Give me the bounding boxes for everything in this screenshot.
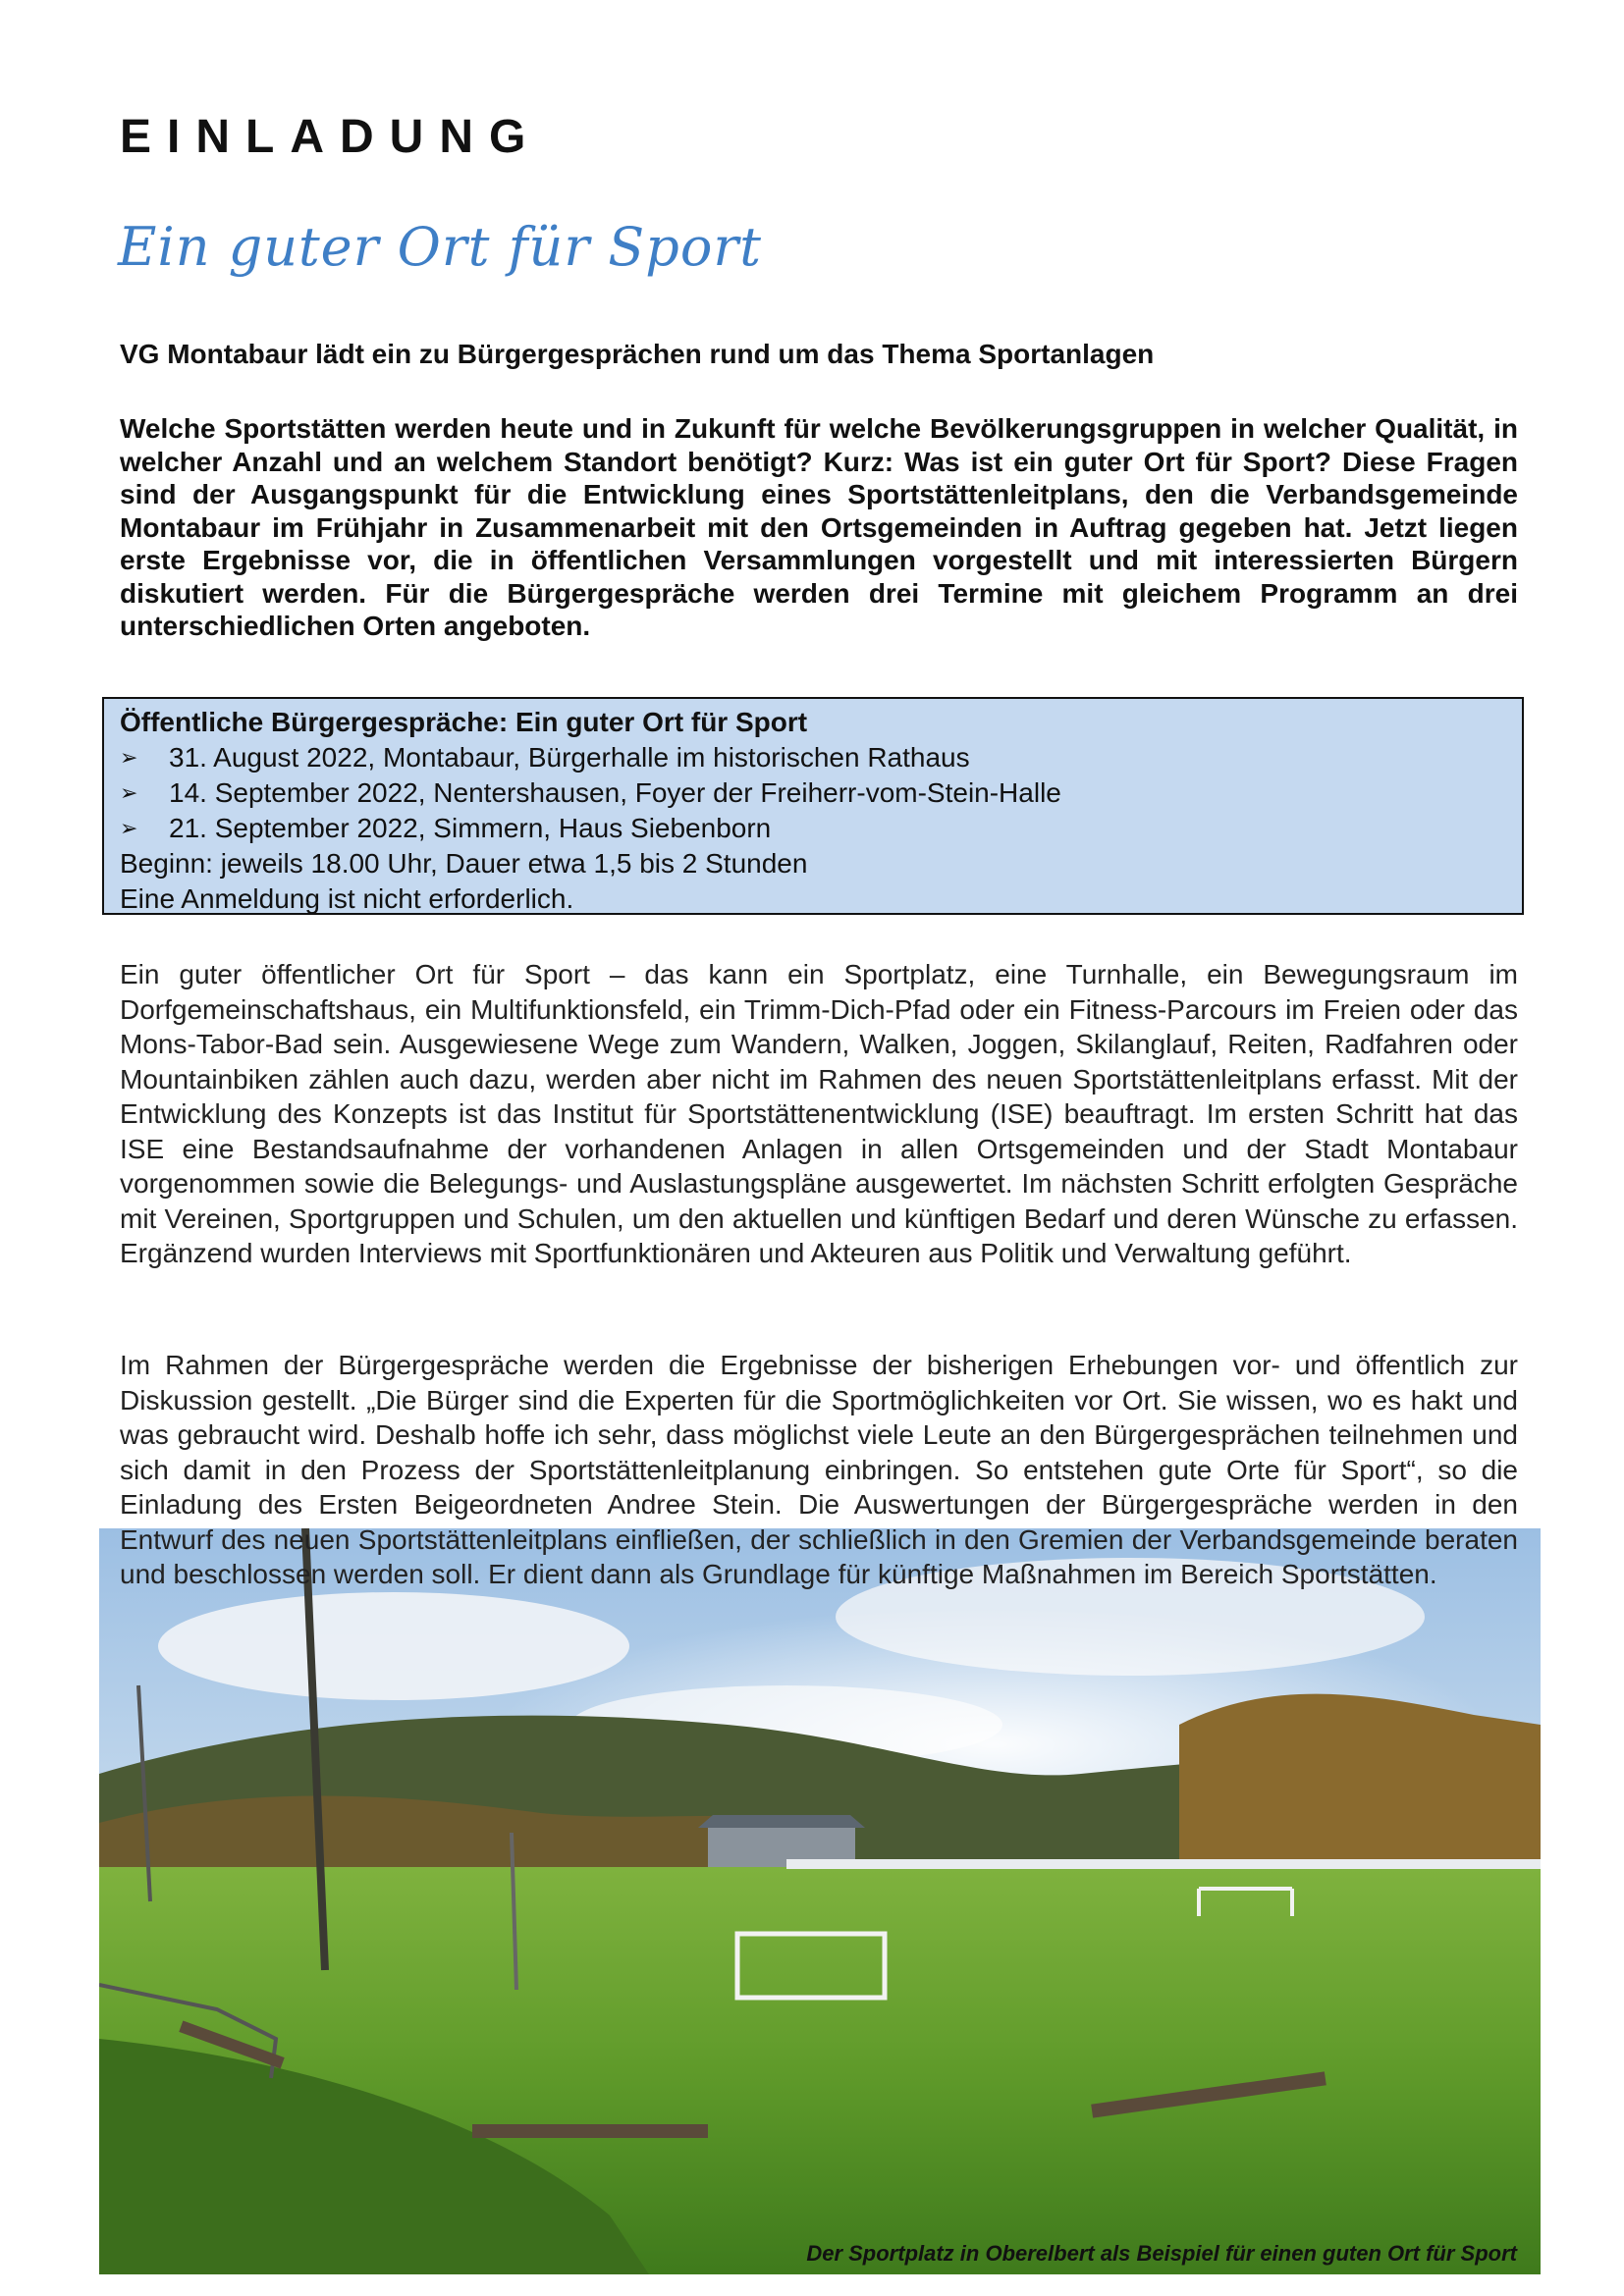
- event-date-item: [120, 740, 1506, 775]
- event-date-text: 31. August 2022, Montabaur, Bürgerhalle im historischen Rathaus: [169, 742, 970, 773]
- body-paragraph-1: Ein guter öffentlicher Ort für Sport – das kann ein Sportplatz, eine Turnhalle, ein Bewegungsraum im Dorfgemeinschaftshaus, ein Multifunktionsfeld, ein Trimm-Dich-Pfad oder ein Fitness-Parcours im Freien oder das Mons-Tabor-Bad sein. Ausgewiesene Wege zum Wandern, Walken, Joggen, Skilanglauf, Reiten, Radfahren oder Mountainbiken zählen auch dazu, werden aber nicht im Rahmen des neuen Sportstättenleitplans erfasst. Mit der Entwicklung des Konzepts ist das Institut für Sportstättenentwicklung (ISE) beauftragt. Im ersten Schritt hat das ISE eine Bestandsaufnahme der vorhandenen Anlagen in allen Ortsgemeinden und der Stadt Montabaur vorgenommen sowie die Belegungs- und Auslastungspläne ausgewertet. Im nächsten Schritt erfolgten Gespräche mit Vereinen, Sportgruppen und Schulen, um den aktuellen und künftigen Bedarf und deren Wünsche zu erfassen. Ergänzend wurden Interviews mit Sportfunktionären und Akteuren aus Politik und Verwaltung geführt.: [120, 959, 1518, 1268]
- start-time-note: Beginn: jeweils 18.00 Uhr, Dauer etwa 1,5 bis 2 Stunden: [120, 848, 808, 879]
- event-date-list: [120, 740, 1506, 846]
- event-date-text: 14. September 2022, Nentershausen, Foyer der Freiherr-vom-Stein-Halle: [169, 777, 1061, 808]
- clubhouse-roof: [698, 1815, 865, 1828]
- body-paragraph-2: Im Rahmen der Bürgergespräche werden die Ergebnisse der bisherigen Erhebungen vor- und öffentlich zur Diskussion gestellt. „Die Bürger sind die Experten für die Sportmöglichkeiten vor Ort. Sie wissen, wo es hakt und was gebraucht wird. Deshalb hoffe ich sehr, dass möglichst viele Leute an den Bürgergesprächen teilnehmen und sich damit in den Prozess der Sportstättenleitplanung einbringen. So entstehen gute Orte für Sport“, so die Einladung des Ersten Beigeordneten Andree Stein. Die Auswertungen der Bürgergespräche werden in den Entwurf des neuen Sportstättenleitplans einfließen, der schließlich in den Gremien der Verbandsgemeinde beraten und beschlossen werden soll. Er dient dann als Grundlage für künftige Maßnahmen im Bereich Sportstätten.: [120, 1350, 1518, 1589]
- arrow-bullet-icon: ➢: [120, 745, 138, 770]
- arrow-bullet-icon: ➢: [120, 816, 138, 840]
- info-box-title: Öffentliche Bürgergespräche: Ein guter Ort für Sport: [120, 707, 808, 737]
- document-heading: EINLADUNG: [120, 111, 542, 163]
- event-date-item: [120, 775, 1506, 811]
- document-subtitle: Ein guter Ort für Sport: [118, 216, 762, 278]
- autumn-trees: [1179, 1694, 1541, 1862]
- arrow-bullet-icon: ➢: [120, 780, 138, 805]
- registration-note: Eine Anmeldung ist nicht erforderlich.: [120, 883, 574, 914]
- event-info-box: [102, 697, 1524, 915]
- sports-field-photo: [99, 1528, 1541, 2274]
- photo-caption: Der Sportplatz in Oberelbert als Beispiel für einen guten Ort für Sport: [806, 2241, 1517, 2266]
- event-date-item: [120, 811, 1506, 846]
- lead-line: VG Montabaur lädt ein zu Bürgergesprächen rund um das Thema Sportanlagen: [120, 339, 1155, 369]
- advertising-boards: [786, 1859, 1541, 1869]
- wooden-bench: [472, 2124, 708, 2138]
- event-date-text: 21. September 2022, Simmern, Haus Siebenborn: [169, 813, 772, 843]
- intro-paragraph: Welche Sportstätten werden heute und in Zukunft für welche Bevölkerungsgruppen in welcher Qualität, in welcher Anzahl und an welchem Standort benötigt? Kurz: Was ist ein guter Ort für Sport? Diese Fragen sind der Ausgangspunkt für die Entwicklung eines Sportstättenleitplans, den die Verbandsgemeinde Montabaur im Frühjahr in Zusammenarbeit mit den Ortsgemeinden in Auftrag gegeben hat. Jetzt liegen erste Ergebnisse vor, die in öffentlichen Versammlungen vorgestellt und mit interessierten Bürgern diskutiert werden. Für die Bürgergespräche werden drei Termine mit gleichem Programm an drei unterschiedlichen Orten angeboten.: [120, 413, 1518, 641]
